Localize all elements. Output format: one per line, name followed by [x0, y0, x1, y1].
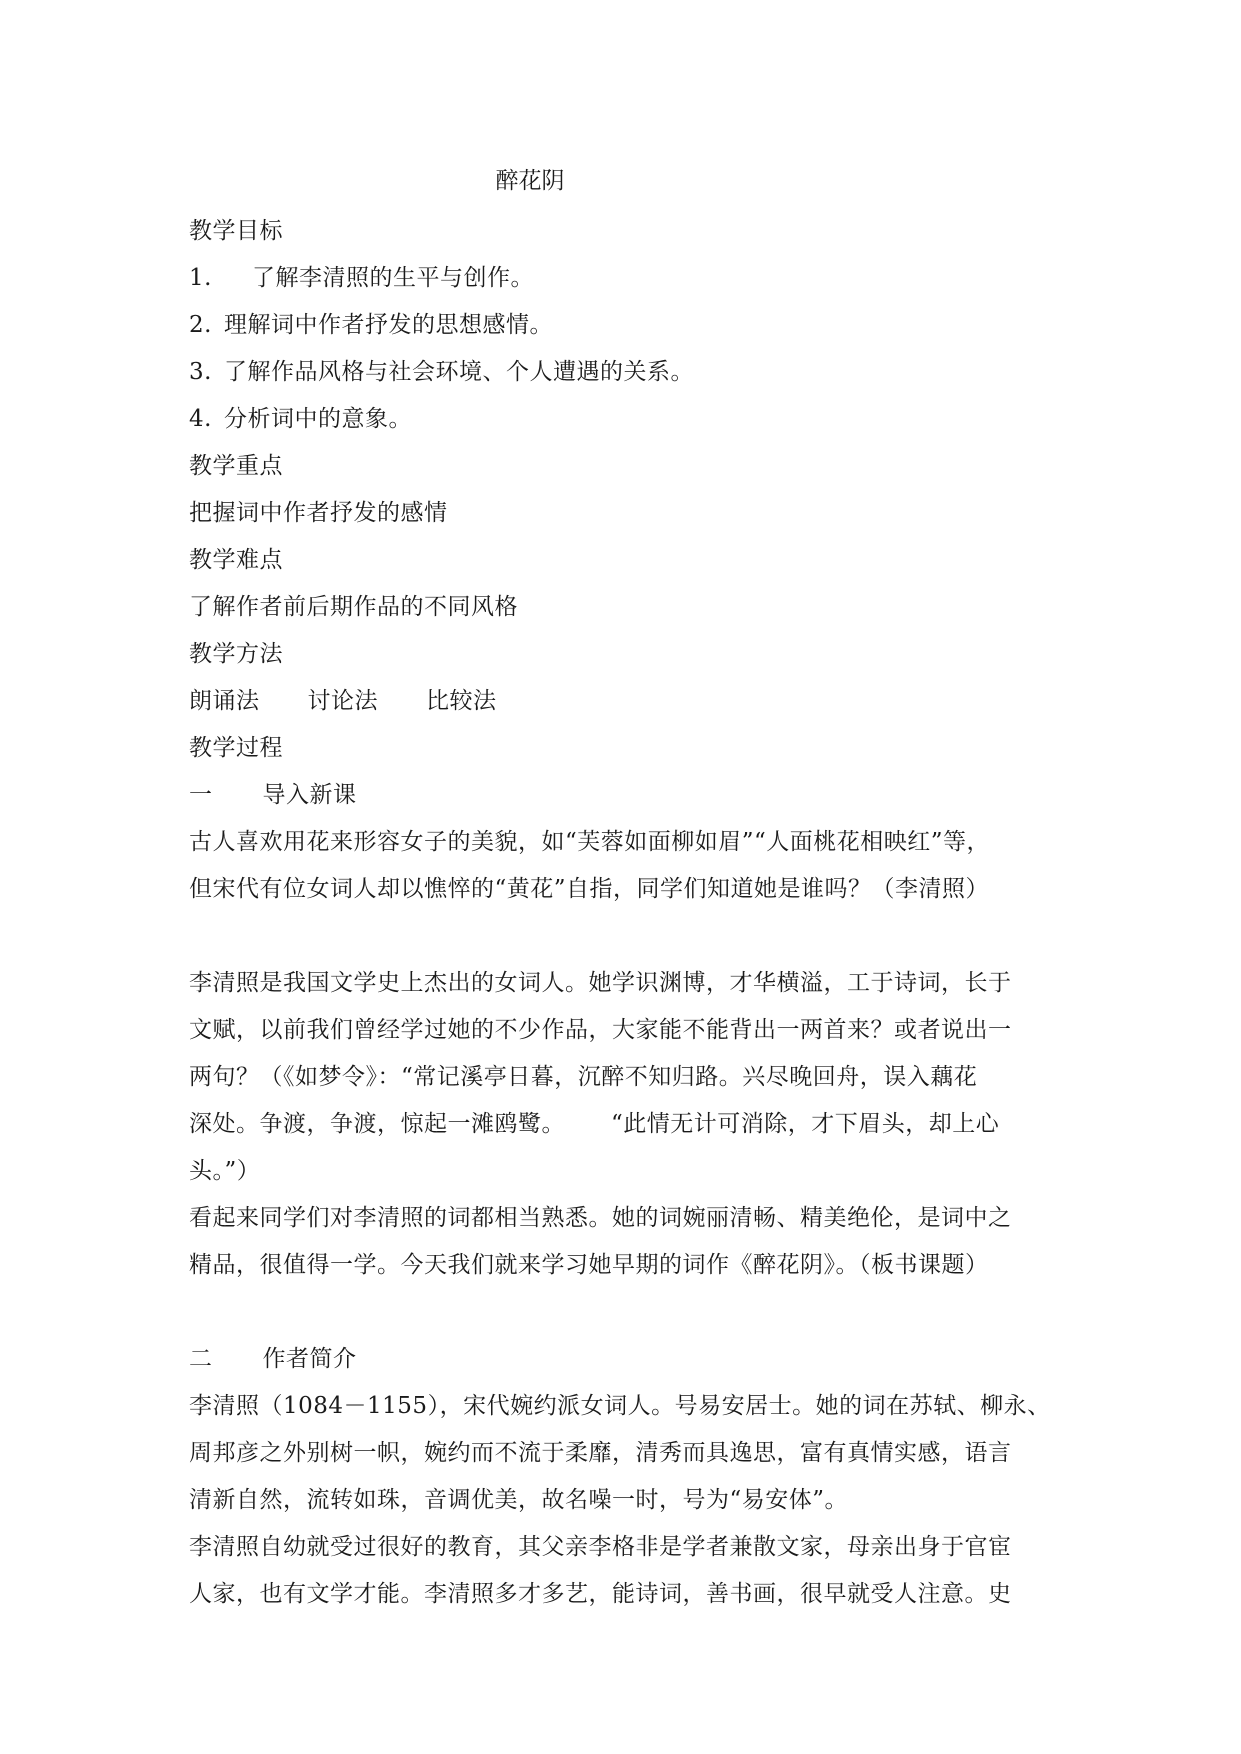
methods-heading: 教学方法	[189, 641, 283, 667]
difficulty-heading: 教学难点	[189, 547, 283, 573]
method-item-1: 朗诵法	[189, 688, 260, 714]
objective-number-1: 1.	[189, 265, 212, 291]
blank-line	[189, 1289, 1059, 1336]
section-1-para-2-line-4a: 深处。争渡，争渡，惊起一滩鸥鹭。	[189, 1111, 565, 1137]
objective-text-3: 了解作品风格与社会环境、个人遭遇的关系。	[223, 359, 694, 385]
section-1-para-1-line-2: 但宋代有位女词人却以憔悴的“黄花”自指，同学们知道她是谁吗？（李清照）	[189, 876, 990, 902]
difficulty-text: 了解作者前后期作品的不同风格	[189, 594, 518, 620]
method-item-3: 比较法	[426, 688, 497, 714]
section-2-para-2-line-2: 人家，也有文学才能。李清照多才多艺，能诗词，善书画，很早就受人注意。史	[189, 1581, 1012, 1607]
method-item-2: 讨论法	[307, 688, 378, 714]
section-1-para-3-line-1: 看起来同学们对李清照的词都相当熟悉。她的词婉丽清畅、精美绝伦，是词中之	[189, 1205, 1012, 1231]
objective-item-3	[189, 349, 1059, 396]
section-2-para-2-line-1: 李清照自幼就受过很好的教育，其父亲李格非是学者兼散文家，母亲出身于官宦	[189, 1534, 1012, 1560]
section-2-number: 二	[189, 1346, 213, 1372]
section-1-para-2-line-2: 文赋，以前我们曾经学过她的不少作品，大家能不能背出一两首来？或者说出一	[189, 1017, 1012, 1043]
section-1-heading	[189, 772, 1059, 819]
document-title: 醉花阴	[495, 168, 565, 194]
objective-number-4: 4.	[189, 406, 212, 432]
section-2-heading	[189, 1336, 1059, 1383]
section-2-para-1-line-1: 李清照（1084－1155），宋代婉约派女词人。号易安居士。她的词在苏轼、柳永、	[189, 1393, 1051, 1419]
section-1-para-2-line-4	[189, 1101, 1059, 1148]
section-1-para-2-line-3: 两句？（《如梦令》：“常记溪亭日暮，沉醉不知归路。兴尽晚回舟，误入藕花	[189, 1064, 978, 1090]
key-point-heading: 教学重点	[189, 453, 283, 479]
section-1-para-2-line-4b: “此情无计可消除，才下眉头，却上心	[611, 1111, 1000, 1137]
objective-item-2	[189, 302, 1059, 349]
blank-line	[189, 913, 1059, 960]
section-2-title: 作者简介	[262, 1346, 357, 1372]
objectives-heading: 教学目标	[189, 218, 283, 244]
section-2-para-1-line-3: 清新自然，流转如珠，音调优美，故名噪一时，号为“易安体”。	[189, 1487, 849, 1513]
methods-list	[189, 678, 1059, 725]
objective-text-2: 理解词中作者抒发的思想感情。	[223, 312, 553, 338]
section-1-title: 导入新课	[262, 782, 357, 808]
objective-item-4	[189, 396, 1059, 443]
section-1-number: 一	[189, 782, 213, 808]
process-heading: 教学过程	[189, 735, 283, 761]
objective-number-2: 2.	[189, 312, 212, 338]
objective-item-1	[189, 255, 1059, 302]
section-1-para-2-line-5: 头。”）	[189, 1158, 261, 1184]
objective-number-3: 3.	[189, 359, 212, 385]
objective-text-4: 分析词中的意象。	[223, 406, 412, 432]
section-1-para-3-line-2: 精品，很值得一学。今天我们就来学习她早期的词作《醉花阴》。（板书课题）	[189, 1252, 989, 1278]
section-1-para-1-line-1: 古人喜欢用花来形容女子的美貌，如“芙蓉如面柳如眉”“人面桃花相映红”等，	[189, 829, 991, 855]
section-1-para-2-line-1: 李清照是我国文学史上杰出的女词人。她学识渊博，才华横溢，工于诗词，长于	[189, 970, 1012, 996]
section-2-para-1-line-2: 周邦彦之外别树一帜，婉约而不流于柔靡，清秀而具逸思，富有真情实感，语言	[189, 1440, 1012, 1466]
key-point-text: 把握词中作者抒发的感情	[189, 500, 448, 526]
objective-text-1: 了解李清照的生平与创作。	[251, 265, 534, 291]
document-body	[189, 208, 1059, 1618]
